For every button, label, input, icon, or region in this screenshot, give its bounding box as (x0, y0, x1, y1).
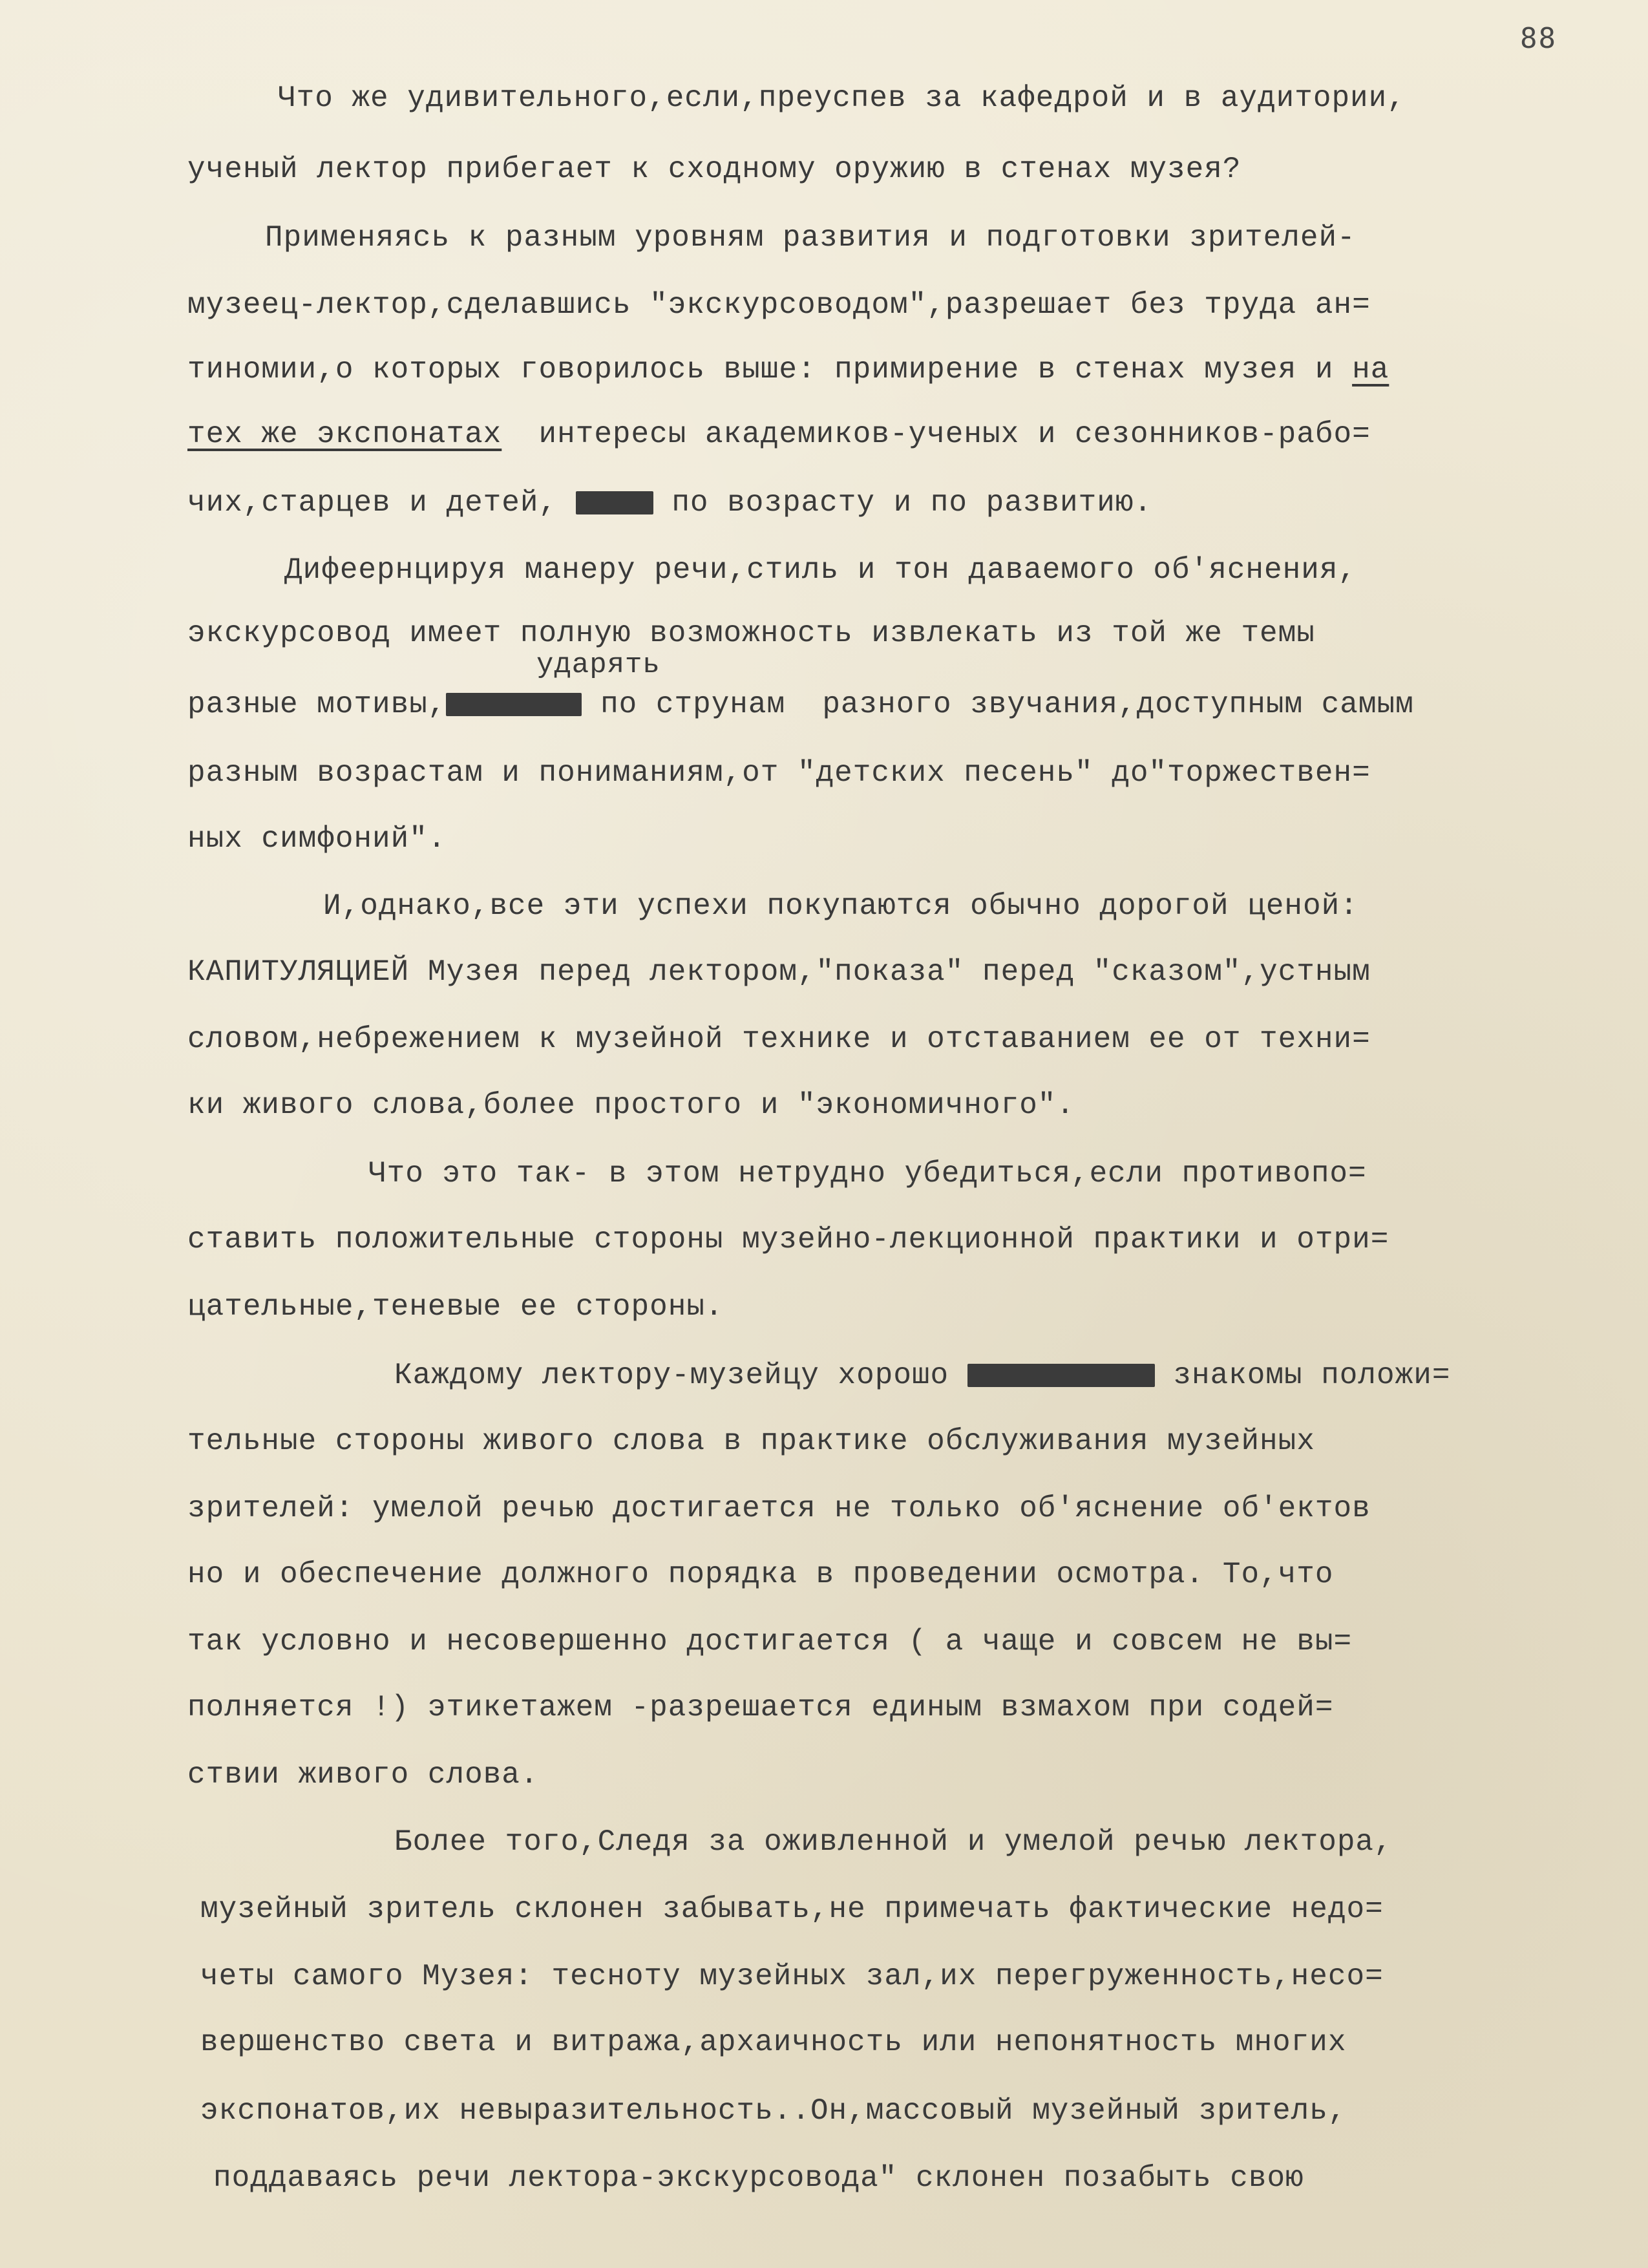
text-line (394, 1356, 1450, 1395)
text-line (187, 350, 1389, 389)
text-line: ных симфоний". (187, 822, 447, 856)
text-line: полняется !) этикетажем -разрешается единым взмахом при содей= (187, 1691, 1334, 1724)
text-line: Более того,Следя за оживленной и умелой речью лектора, (394, 1825, 1393, 1859)
underlined-text: на (1352, 353, 1389, 387)
text-line: зрителей: умелой речью достигается не только об'яснение об'ектов (187, 1492, 1371, 1525)
text-line: тельные стороны живого слова в практике обслуживания музейных (187, 1425, 1315, 1458)
struck-out-word (446, 693, 582, 716)
text-line (187, 685, 1414, 724)
line-text: тиномии,о которых говорилось выше: примирение в стенах музея и (187, 353, 1334, 387)
struck-out-word (967, 1364, 1155, 1387)
line-text: интересы академиков-ученых и сезонников-рабо= (538, 418, 1371, 451)
text-line: экспонатов,их невыразительность..Он,массовый музейный зритель, (200, 2094, 1347, 2128)
text-line: четы самого Музея: тесноту музейных зал,их перегруженность,несо= (200, 1960, 1384, 1993)
text-line: разным возрастам и пониманиям,от "детских песень" до"торжествен= (187, 756, 1371, 790)
text-line: ставить положительные стороны музейно-лекционной практики и отри= (187, 1223, 1389, 1256)
text-line (187, 415, 1371, 454)
text-line: цательные,теневые ее стороны. (187, 1290, 724, 1324)
text-line: КАПИТУЛЯЦИЕЙ Музея перед лектором,"показа" перед "сказом",устным (187, 955, 1371, 989)
line-text: по струнам разного звучания,доступным самым (600, 688, 1414, 721)
line-text: по возрасту и по развитию. (671, 486, 1153, 520)
text-line: Дифеернцируя манеру речи,стиль и тон даваемого об'яснения, (284, 553, 1357, 587)
line-text: Каждому лектору-музейцу хорошо (394, 1359, 949, 1392)
text-line: ученый лектор прибегает к сходному оружию в стенах музея? (187, 153, 1241, 186)
text-line: так условно и несовершенно достигается ( а чаще и совсем не вы= (187, 1625, 1353, 1659)
struck-out-word (576, 491, 653, 514)
page-number: 88 (1520, 22, 1557, 55)
text-line: вершенство света и витража,архаичность или непонятность многих (200, 2026, 1347, 2059)
line-text: разные мотивы, (187, 688, 447, 721)
text-line: ки живого слова,более простого и "экономичного". (187, 1088, 1075, 1122)
line-text: чих,старцев и детей, (187, 486, 558, 520)
text-line: словом,небрежением к музейной технике и отставанием ее от техни= (187, 1023, 1371, 1056)
handwritten-insertion: ударять (536, 649, 660, 681)
underlined-text: тех же экспонатах (187, 418, 502, 451)
text-line: экскурсовод имеет полную возможность извлекать из той же темы (187, 617, 1315, 650)
text-line: Что это так- в этом нетрудно убедиться,если противопо= (368, 1157, 1367, 1191)
text-line: музейный зритель склонен забывать,не примечать фактические недо= (200, 1892, 1384, 1926)
text-line: Применяясь к разным уровням развития и подготовки зрителей- (265, 221, 1356, 255)
text-line: Что же удивительного,если,преуспев за кафедрой и в аудитории, (278, 81, 1406, 115)
text-line: музеец-лектор,сделавшись "экскурсоводом",разрешает без труда ан= (187, 288, 1371, 322)
line-text: знакомы положи= (1173, 1359, 1451, 1392)
text-line: но и обеспечение должного порядка в проведении осмотра. То,что (187, 1558, 1334, 1591)
text-line (187, 483, 1152, 522)
text-line: ствии живого слова. (187, 1758, 539, 1792)
text-line: поддаваясь речи лектора-экскурсовода" склонен позабыть свою (213, 2161, 1304, 2195)
text-line: И,однако,все эти успехи покупаются обычно дорогой ценой: (323, 889, 1358, 923)
